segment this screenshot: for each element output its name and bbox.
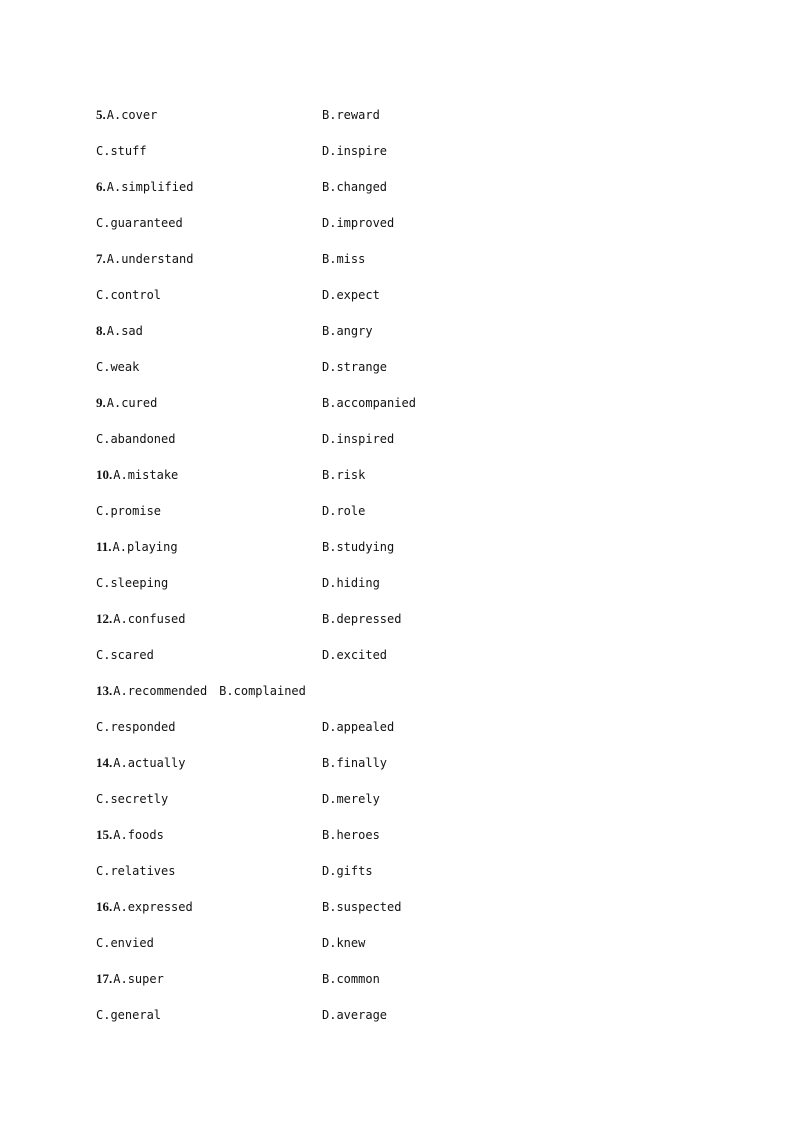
option-text: A.simplified: [106, 180, 194, 194]
question-number: 15.: [96, 827, 113, 842]
question-number: 5.: [96, 107, 106, 122]
question-6-option-c: C.guaranteed: [96, 216, 183, 230]
question-10-option-c: C.promise: [96, 504, 162, 518]
question-number: 17.: [96, 971, 113, 986]
question-6-option-b: B.changed: [322, 180, 388, 194]
question-13-option-c: C.responded: [96, 720, 176, 734]
question-7-option-a: [96, 250, 193, 268]
question-9-option-a: [96, 394, 157, 412]
question-11-option-b: B.studying: [322, 540, 395, 554]
question-14-option-c: C.secretly: [96, 792, 169, 806]
option-text: A.actually: [113, 756, 186, 770]
question-17-row-ab: [96, 970, 736, 1006]
question-16-option-c: C.envied: [96, 936, 154, 950]
question-17-row-cd: [96, 1006, 736, 1042]
question-12-row-ab: [96, 610, 736, 646]
question-16-row-cd: [96, 934, 736, 970]
question-16-option-b: B.suspected: [322, 900, 402, 914]
question-7-option-d: D.expect: [322, 288, 380, 302]
option-text: A.foods: [113, 828, 164, 842]
question-13-option-b: B.complained: [219, 684, 306, 698]
question-8-option-d: D.strange: [322, 360, 388, 374]
question-15-option-a: [96, 826, 164, 844]
question-10-option-d: D.role: [322, 504, 366, 518]
question-12-option-a: [96, 610, 186, 628]
question-13-option-d: D.appealed: [322, 720, 395, 734]
question-number: 6.: [96, 179, 106, 194]
question-9-row-cd: [96, 430, 736, 466]
question-number: 7.: [96, 251, 106, 266]
question-14-option-b: B.finally: [322, 756, 388, 770]
option-text: A.mistake: [113, 468, 179, 482]
question-7-row-cd: [96, 286, 736, 322]
question-16-option-d: D.knew: [322, 936, 366, 950]
question-8-row-cd: [96, 358, 736, 394]
question-9-option-c: C.abandoned: [96, 432, 176, 446]
question-number: 14.: [96, 755, 113, 770]
question-17-option-b: B.common: [322, 972, 380, 986]
question-5-option-d: D.inspire: [322, 144, 388, 158]
question-11-option-c: C.sleeping: [96, 576, 169, 590]
question-number: 9.: [96, 395, 106, 410]
option-text: A.understand: [106, 252, 194, 266]
option-text: A.confused: [113, 612, 186, 626]
question-16-row-ab: [96, 898, 736, 934]
question-number: 13.: [96, 683, 113, 698]
question-11-row-ab: [96, 538, 736, 574]
option-text: A.cover: [106, 108, 158, 122]
question-10-row-ab: [96, 466, 736, 502]
question-15-option-d: D.gifts: [322, 864, 373, 878]
question-8-option-a: [96, 322, 143, 340]
question-5-row-cd: [96, 142, 736, 178]
question-13-row-ab: [96, 682, 736, 718]
option-text: A.playing: [112, 540, 178, 554]
question-12-row-cd: [96, 646, 736, 682]
question-7-row-ab: [96, 250, 736, 286]
question-15-row-ab: [96, 826, 736, 862]
option-text: A.sad: [106, 324, 143, 338]
question-12-option-c: C.scared: [96, 648, 154, 662]
question-13-option-ab: [96, 682, 306, 700]
question-number: 8.: [96, 323, 106, 338]
question-number: 12.: [96, 611, 113, 626]
question-8-option-b: B.angry: [322, 324, 373, 338]
question-12-option-d: D.excited: [322, 648, 388, 662]
question-17-option-c: C.general: [96, 1008, 162, 1022]
question-14-option-a: [96, 754, 186, 772]
question-17-option-d: D.average: [322, 1008, 388, 1022]
question-5-option-b: B.reward: [322, 108, 380, 122]
question-number: 11.: [96, 539, 112, 554]
question-11-option-d: D.hiding: [322, 576, 380, 590]
question-5-option-a: [96, 106, 157, 124]
question-6-option-a: [96, 178, 193, 196]
question-13-row-cd: [96, 718, 736, 754]
question-7-option-c: C.control: [96, 288, 162, 302]
question-16-option-a: [96, 898, 193, 916]
question-9-option-b: B.accompanied: [322, 396, 416, 410]
question-14-row-cd: [96, 790, 736, 826]
question-13-option-a: A.recommended: [113, 684, 208, 698]
question-15-option-c: C.relatives: [96, 864, 176, 878]
question-6-option-d: D.improved: [322, 216, 395, 230]
question-15-option-b: B.heroes: [322, 828, 380, 842]
question-6-row-ab: [96, 178, 736, 214]
question-5-row-ab: [96, 106, 736, 142]
option-text: A.cured: [106, 396, 158, 410]
question-9-row-ab: [96, 394, 736, 430]
question-8-row-ab: [96, 322, 736, 358]
question-10-option-a: [96, 466, 178, 484]
option-text: A.expressed: [113, 900, 193, 914]
question-7-option-b: B.miss: [322, 252, 366, 266]
question-14-option-d: D.merely: [322, 792, 380, 806]
question-number: 10.: [96, 467, 113, 482]
question-15-row-cd: [96, 862, 736, 898]
question-8-option-c: C.weak: [96, 360, 140, 374]
question-17-option-a: [96, 970, 164, 988]
question-10-row-cd: [96, 502, 736, 538]
question-11-row-cd: [96, 574, 736, 610]
question-9-option-d: D.inspired: [322, 432, 395, 446]
question-list: [96, 106, 736, 1042]
question-6-row-cd: [96, 214, 736, 250]
question-11-option-a: [96, 538, 178, 556]
question-14-row-ab: [96, 754, 736, 790]
question-10-option-b: B.risk: [322, 468, 366, 482]
question-number: 16.: [96, 899, 113, 914]
question-5-option-c: C.stuff: [96, 144, 147, 158]
option-text: A.super: [113, 972, 164, 986]
question-12-option-b: B.depressed: [322, 612, 402, 626]
